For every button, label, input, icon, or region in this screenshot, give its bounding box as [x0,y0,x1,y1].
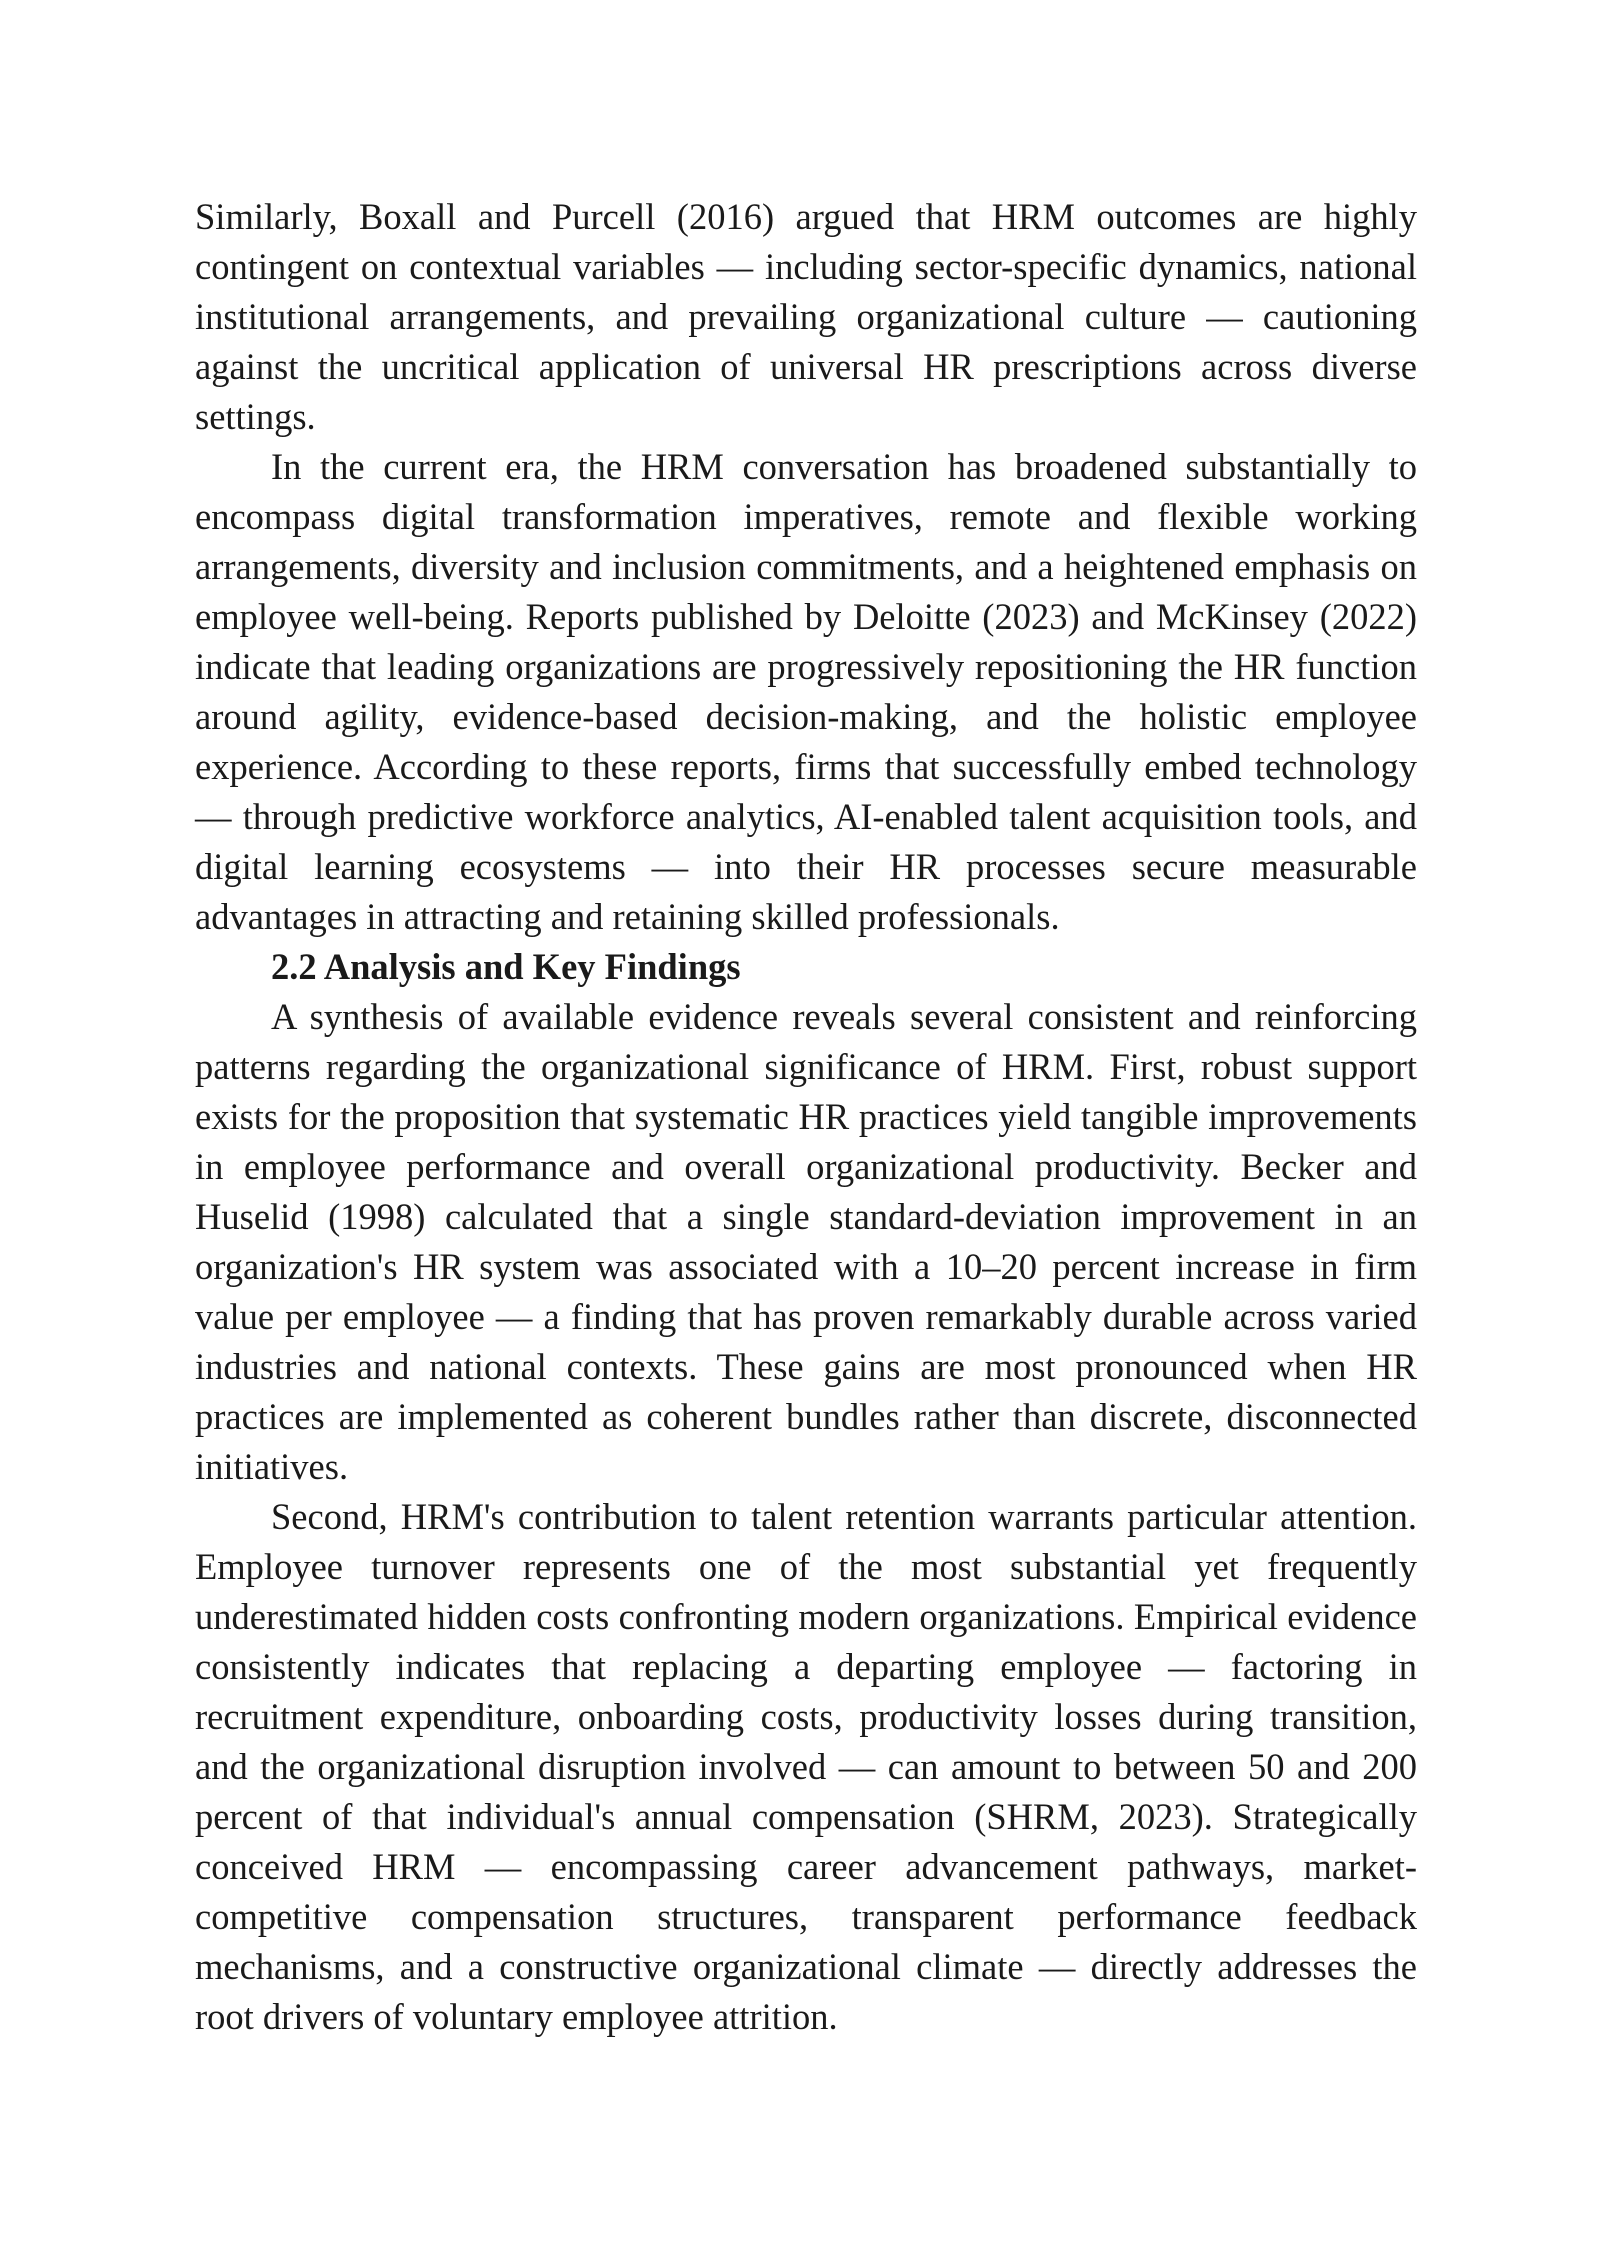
paragraph-talent-retention: Second, HRM's contribution to talent retention warrants particular attention. Employee turnover represents one of the most substantial yet frequently underestimated hidden costs confronting modern organizations. Empirical evidence consistently indicates that replacing a departing employee — factoring in recruitment expenditure, onboarding costs, productivity losses during transition, and the organizational disruption involved — can amount to between 50 and 200 percent of that individual's annual compensation (SHRM, 2023). Strategically conceived HRM — encompassing career advancement pathways, market-competitive compensation structures, transparent performance feedback mechanisms, and a constructive organizational climate — directly addresses the root drivers of voluntary employee attrition. [195,1496,1417,2037]
paragraph-synthesis: A synthesis of available evidence reveals several consistent and reinforcing patterns regarding the organizational significance of HRM. First, robust support exists for the proposition that systematic HR practices yield tangible improvements in employee performance and overall organizational productivity. Becker and Huselid (1998) calculated that a single standard-deviation improvement in an organization's HR system was associated with a 10–20 percent increase in firm value per employee — a finding that has proven remarkably durable across varied industries and national contexts. These gains are most pronounced when HR practices are implemented as coherent bundles rather than discrete, disconnected initiatives. [195,996,1417,1487]
paragraph-current-era: In the current era, the HRM conversation has broadened substantially to encompass digital transformation imperatives, remote and flexible working arrangements, diversity and inclusion commitments, and a heightened emphasis on employee well-being. Reports published by Deloitte (2023) and McKinsey (2022) indicate that leading organizations are progressively repositioning the HR function around agility, evidence-based decision-making, and the holistic employee experience. According to these reports, firms that successfully embed technology — through predictive workforce analytics, AI-enabled talent acquisition tools, and digital learning ecosystems — into their HR processes secure measurable advantages in attracting and retaining skilled professionals. [195,446,1417,937]
paragraph-boxall-purcell: Similarly, Boxall and Purcell (2016) argued that HRM outcomes are highly contingent on contextual variables — including sector-specific dynamics, national institutional arrangements, and prevailing organizational culture — cautioning against the uncritical application of universal HR prescriptions across diverse settings. [195,196,1417,437]
section-heading: 2.2 Analysis and Key Findings [271,946,741,987]
document-page [195,192,1417,2042]
